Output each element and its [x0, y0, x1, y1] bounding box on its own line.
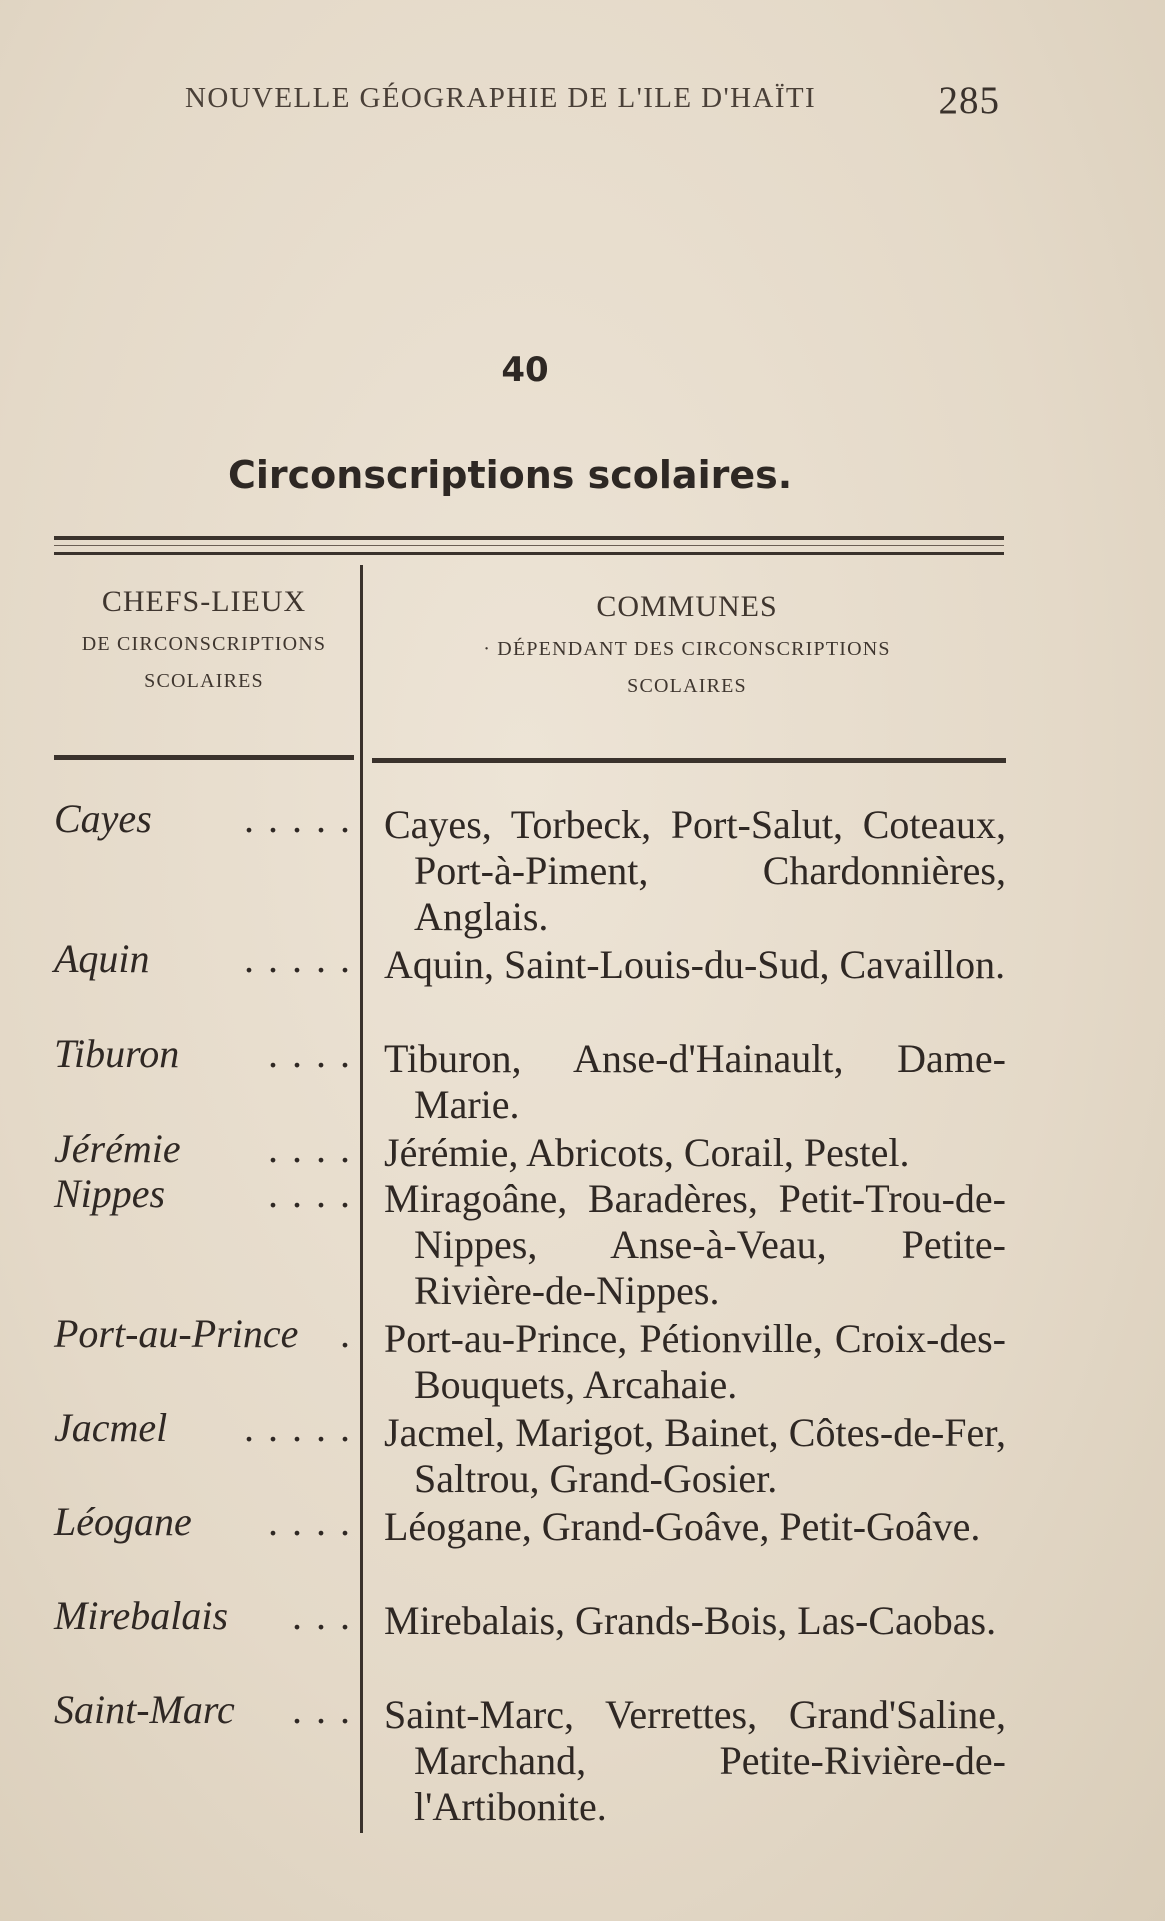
running-title: NOUVELLE GÉOGRAPHIE DE L'ILE D'HAÏTI	[185, 82, 817, 114]
column-header-line: SCOLAIRES	[144, 670, 264, 692]
table-row-communes	[384, 1410, 1006, 1502]
chef-lieu-name: Saint-Marc	[54, 1687, 235, 1732]
communes-text: Cayes, Torbeck, Port-Salut, Coteaux, Port-à-Piment, Chardonnières, Anglais.	[384, 802, 1006, 939]
communes-text: Jérémie, Abricots, Corail, Pestel.	[384, 1130, 910, 1175]
leader-dots: ....	[268, 1031, 364, 1076]
communes-text: Léogane, Grand-Goâve, Petit-Goâve.	[384, 1504, 981, 1549]
column-header-line: SCOLAIRES	[627, 675, 747, 697]
column-header-communes	[372, 590, 1002, 698]
table-row-chef-lieu	[54, 1498, 364, 1546]
table-row-chef-lieu	[54, 1310, 364, 1358]
column-header-line: DE CIRCONSCRIPTIONS	[81, 633, 327, 655]
chef-lieu-name: Léogane	[54, 1499, 192, 1544]
running-head	[185, 79, 1005, 122]
communes-text: Aquin, Saint-Louis-du-Sud, Cavaillon.	[384, 942, 1006, 987]
table-row-communes	[384, 1598, 1006, 1644]
chef-lieu-name: Port-au-Prince	[54, 1311, 299, 1356]
column-header-line: COMMUNES	[596, 590, 778, 623]
table-row-communes	[384, 1036, 1006, 1128]
leader-dots: .....	[244, 796, 364, 841]
communes-text: Saint-Marc, Verrettes, Grand'Saline, Marchand, Petite-Rivière-de-l'Artibonite.	[384, 1692, 1006, 1829]
leader-dots: ...	[292, 1593, 364, 1638]
leader-dots: ....	[268, 1126, 364, 1171]
table-row-communes	[384, 1316, 1006, 1408]
section-number: 40	[501, 350, 549, 390]
column-header-chefs-lieux	[54, 585, 354, 693]
chef-lieu-name: Aquin	[54, 936, 150, 981]
leader-dots: .	[340, 1311, 364, 1356]
table-row-communes	[384, 1504, 1006, 1550]
table-row-chef-lieu	[54, 1404, 364, 1452]
table-row-communes	[384, 1176, 1006, 1314]
table-row-chef-lieu	[54, 1170, 364, 1218]
section-title: Circonscriptions scolaires.	[228, 453, 793, 497]
table-row-communes	[384, 1130, 1006, 1176]
table-top-rule-lower	[54, 552, 1004, 555]
header-rule-right	[372, 758, 1006, 763]
communes-text: Mirebalais, Grands-Bois, Las-Caobas.	[384, 1598, 997, 1643]
table-row-chef-lieu	[54, 1125, 364, 1173]
column-header-line: CHEFS-LIEUX	[101, 585, 307, 618]
chef-lieu-name: Mirebalais	[54, 1593, 229, 1638]
table-row-chef-lieu	[54, 1592, 364, 1640]
table-row-communes	[384, 1692, 1006, 1830]
chef-lieu-name: Cayes	[54, 796, 152, 841]
table-top-rule	[54, 536, 1004, 540]
leader-dots: ....	[268, 1499, 364, 1544]
leader-dots: ...	[292, 1687, 364, 1732]
chef-lieu-name: Nippes	[54, 1171, 166, 1216]
table-top-rule-thin	[54, 545, 1004, 546]
leader-dots: .....	[244, 1405, 364, 1450]
chef-lieu-name: Tiburon	[54, 1031, 180, 1076]
table-row-chef-lieu	[54, 935, 364, 983]
chef-lieu-name: Jacmel	[54, 1405, 168, 1450]
table-row-chef-lieu	[54, 1686, 364, 1734]
communes-text: Miragoâne, Baradères, Petit-Trou-de-Nippes, Anse-à-Veau, Petite-Rivière-de-Nippes.	[384, 1176, 1006, 1313]
table-row-communes	[384, 802, 1006, 940]
communes-text: Port-au-Prince, Pétionville, Croix-des-Bouquets, Arcahaie.	[384, 1316, 1006, 1407]
table-row-chef-lieu	[54, 1030, 364, 1078]
leader-dots: ....	[268, 1171, 364, 1216]
column-header-line: · DÉPENDANT DES CIRCONSCRIPTIONS	[483, 638, 891, 660]
header-rule-left	[54, 755, 354, 760]
communes-text: Jacmel, Marigot, Bainet, Côtes-de-Fer, Saltrou, Grand-Gosier.	[384, 1410, 1006, 1501]
table-row-chef-lieu	[54, 795, 364, 843]
communes-text: Tiburon, Anse-d'Hainault, Dame-Marie.	[384, 1036, 1006, 1127]
table-row-communes	[384, 942, 1006, 988]
chef-lieu-name: Jérémie	[54, 1126, 181, 1171]
page-number: 285	[938, 79, 1000, 122]
leader-dots: .....	[244, 936, 364, 981]
